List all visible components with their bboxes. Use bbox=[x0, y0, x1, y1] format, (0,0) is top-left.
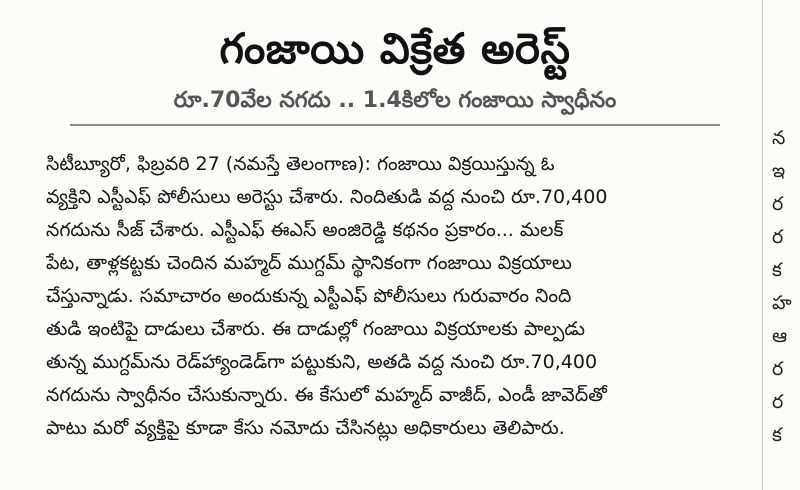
next-column-fragment bbox=[772, 122, 800, 452]
article-column bbox=[36, 0, 754, 490]
article-line: తున్న ముగ్దమ్‌ను రెడ్‌హ్యాండెడ్‌గా పట్టుకుని, అతడి వద్ద నుంచి రూ.70,400 bbox=[46, 351, 598, 373]
column-divider bbox=[762, 0, 763, 490]
next-column-char: ఆ bbox=[772, 325, 788, 347]
article-line: పాటు మరో వ్యక్తిపై కూడా కేసు నమోదు చేసినట్లు అధికారులు తెలిపారు. bbox=[46, 417, 565, 439]
subheadline: రూ.70వేల నగదు .. 1.4కిలోల గంజాయి స్వాధీనం bbox=[173, 88, 617, 113]
next-column-char: ర bbox=[772, 358, 784, 380]
article-line: నగదును స్వాధీనం చేసుకున్నారు. ఈ కేసులో మహ్మద్ వాజీద్, ఎండీ జావెద్‌తో bbox=[46, 384, 607, 406]
article-body bbox=[46, 148, 746, 445]
article-line: పేట, తాళ్లకట్టకు చెందిన మహ్మద్ ముగ్దమ్ స్థానికంగా గంజాయి విక్రయాలు bbox=[46, 252, 572, 274]
next-column-char: న bbox=[772, 127, 786, 149]
next-column-char: ర bbox=[772, 193, 784, 215]
subheadline-underline bbox=[70, 124, 720, 126]
next-column-char: క bbox=[772, 259, 782, 281]
next-column-char: ఇ bbox=[772, 160, 786, 182]
article-line: సిటీబ్యూరో, ఫిబ్రవరి 27 (నమస్తే తెలంగాణ): గంజాయి విక్రయిస్తున్న ఓ bbox=[46, 153, 555, 175]
article-line: తుడి ఇంటిపై దాడులు చేశారు. ఈ దాడుల్లో గంజాయి విక్రయాలకు పాల్పడు bbox=[46, 318, 585, 340]
next-column-char: క bbox=[772, 424, 782, 446]
next-column-char: ర bbox=[772, 391, 784, 413]
next-column-char: హ bbox=[772, 292, 792, 314]
article-line: నగదును సీజ్ చేశారు. ఎస్టీఎఫ్ ఈఎస్ అంజిరెడ్డి కథనం ప్రకారం... మలక్ bbox=[46, 219, 564, 241]
article-line: చేస్తున్నాడు. సమాచారం అందుకున్న ఎస్టీఎఫ్ పోలీసులు గురువారం నింది bbox=[46, 285, 572, 307]
next-column-char: ర bbox=[772, 226, 784, 248]
article-line: వ్యక్తిని ఎస్టీఎఫ్ పోలీసులు అరెస్టు చేశారు. నిందితుడి వద్ద నుంచి రూ.70,400 bbox=[46, 186, 608, 208]
headline: గంజాయి విక్రేత అరెస్ట్ bbox=[219, 24, 571, 73]
